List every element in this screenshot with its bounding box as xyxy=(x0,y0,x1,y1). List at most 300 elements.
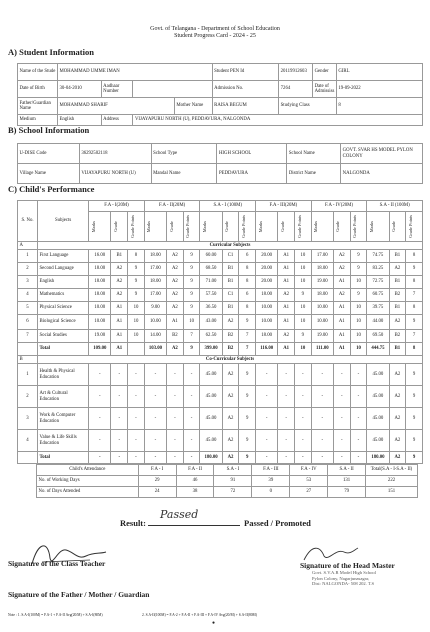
curricular-cell: 8 xyxy=(239,263,256,276)
cocurricular-cell: - xyxy=(111,430,128,452)
row-sno xyxy=(18,452,38,464)
row-sno: 2 xyxy=(18,263,38,276)
cocurricular-cell: - xyxy=(89,408,111,430)
attendance-table xyxy=(36,464,418,498)
sub-header-cell xyxy=(200,212,222,242)
curricular-cell: 8 xyxy=(406,250,423,263)
curricular-cell: 10.00 xyxy=(256,302,278,315)
curricular-cell: 10 xyxy=(350,302,367,315)
result-value: Passed / Promoted xyxy=(244,518,311,528)
curricular-cell: 9 xyxy=(350,263,367,276)
cocurricular-cell: - xyxy=(256,386,278,408)
cocurricular-cell: A2 xyxy=(389,452,406,464)
sub-header-1-3: Grade Points xyxy=(129,215,135,238)
curricular-cell: 10 xyxy=(128,302,145,315)
row-subject: Total xyxy=(38,343,89,356)
cocurricular-cell: 9 xyxy=(239,430,256,452)
cocurricular-cell: 9 xyxy=(406,386,423,408)
sub-header-cell xyxy=(295,212,312,242)
curricular-cell: B1 xyxy=(222,302,239,315)
mandal-label: Mandal Name xyxy=(151,164,217,184)
curricular-cell: 109.00 xyxy=(89,343,111,356)
sub-header-3-2: Grade xyxy=(224,221,230,232)
mother-value: RAISA BEGUM xyxy=(212,98,278,115)
curricular-cell: 8 xyxy=(239,276,256,289)
curricular-cell: 68.50 xyxy=(200,263,222,276)
cocurricular-cell: - xyxy=(278,386,295,408)
section-performance-title: C) Child's Performance xyxy=(8,184,95,194)
curricular-cell: 19.00 xyxy=(311,276,333,289)
curricular-cell: 10 xyxy=(295,302,312,315)
sub-header-cell xyxy=(406,212,423,242)
cocurricular-cell: - xyxy=(350,430,367,452)
curricular-cell: 10.00 xyxy=(89,302,111,315)
curricular-cell: 8 xyxy=(128,250,145,263)
curricular-cell: 19.00 xyxy=(89,330,111,343)
curricular-cell: 7 xyxy=(183,330,200,343)
cocurricular-cell: 45.00 xyxy=(367,408,389,430)
curricular-cell: B1 xyxy=(222,276,239,289)
curricular-cell: A1 xyxy=(167,315,184,330)
cocurricular-cell: - xyxy=(311,430,333,452)
cocurricular-cell: - xyxy=(183,364,200,386)
curricular-cell: 10 xyxy=(295,276,312,289)
section-title: Curricular Subjects xyxy=(38,242,423,250)
footer-mark: ● xyxy=(212,621,216,626)
sub-header-2-3: Grade Points xyxy=(185,215,191,238)
district-label: District Name xyxy=(287,164,341,184)
row-subject: Social Studies xyxy=(38,330,89,343)
cocurricular-cell: 9 xyxy=(239,364,256,386)
stamp-line-2: Govt. S.V.A.R Model High School xyxy=(312,570,376,575)
curricular-cell: 18.00 xyxy=(144,276,166,289)
cocurricular-cell: - xyxy=(295,386,312,408)
cocurricular-cell: - xyxy=(333,386,350,408)
cocurricular-cell: - xyxy=(295,408,312,430)
curricular-cell: 18.00 xyxy=(311,263,333,276)
cocurricular-cell: 9 xyxy=(406,364,423,386)
sub-header-cell xyxy=(350,212,367,242)
curricular-cell: 10 xyxy=(128,315,145,330)
medium-label: Medium xyxy=(18,115,58,126)
sub-header-4-1: Marks xyxy=(257,220,263,233)
curricular-cell: 10.00 xyxy=(311,315,333,330)
curricular-cell: A2 xyxy=(333,289,350,302)
row-sno: 2 xyxy=(18,386,38,408)
curricular-cell: A1 xyxy=(111,330,128,343)
cocurricular-cell: 9 xyxy=(406,452,423,464)
cocurricular-cell: - xyxy=(167,408,184,430)
attendance-value: 24 xyxy=(138,487,176,498)
cocurricular-cell: - xyxy=(183,386,200,408)
student-name: MOHAMMAD UMME IMAN xyxy=(57,64,212,81)
attendance-value: 79 xyxy=(328,487,366,498)
curricular-cell: 9 xyxy=(183,250,200,263)
table-row xyxy=(18,364,423,386)
table-row xyxy=(18,343,423,356)
sub-header-cell xyxy=(89,212,111,242)
performance-table xyxy=(17,200,423,464)
curricular-section-row xyxy=(18,242,423,250)
curricular-cell: A1 xyxy=(333,343,350,356)
sub-header-4-3: Grade Points xyxy=(296,215,302,238)
curricular-cell: 444.75 xyxy=(367,343,389,356)
village-value: VIJAYAPURU NORTH (U) xyxy=(79,164,151,184)
cocurricular-cell: - xyxy=(278,364,295,386)
curricular-cell: 14.00 xyxy=(144,330,166,343)
table-row xyxy=(18,276,423,289)
curricular-cell: 6 xyxy=(239,289,256,302)
medium-value: English xyxy=(57,115,101,126)
sub-header-cell xyxy=(183,212,200,242)
curricular-cell: A2 xyxy=(111,263,128,276)
curricular-cell: B1 xyxy=(389,276,406,289)
curricular-cell: 8 xyxy=(406,343,423,356)
cocurricular-cell: A2 xyxy=(389,386,406,408)
cocurricular-cell: A2 xyxy=(222,430,239,452)
school-type-label: School Type xyxy=(151,144,217,164)
cocurricular-cell: - xyxy=(333,408,350,430)
curricular-cell: A2 xyxy=(222,315,239,330)
curricular-cell: 10.00 xyxy=(89,315,111,330)
curricular-cell: 18.00 xyxy=(89,263,111,276)
dob-value: 30-04-2010 xyxy=(57,81,101,98)
curricular-cell: A2 xyxy=(167,302,184,315)
cocurricular-cell: A2 xyxy=(389,364,406,386)
sub-header-5-1: Marks xyxy=(313,220,319,233)
address-value: VIJAYAPURU NORTH (U), PEDDAVURA, NALGONDA xyxy=(133,115,423,126)
footnote-right: 2. S.A-II(100M) = F.A-2 + F.A-II + F.A-III + F.A-IV Avg(20/M) + S.A-II(80M) xyxy=(142,613,257,617)
row-sno: 1 xyxy=(18,364,38,386)
aadhaar-label: Aadhaar Number xyxy=(101,81,133,98)
attendance-col-4: F.A - III xyxy=(252,465,290,476)
curricular-cell: 18.00 xyxy=(144,250,166,263)
cocurricular-cell: A2 xyxy=(389,408,406,430)
cocurricular-cell: - xyxy=(89,386,111,408)
cocurricular-cell: - xyxy=(167,430,184,452)
curricular-cell: 72.75 xyxy=(367,276,389,289)
curricular-cell: 17.00 xyxy=(144,263,166,276)
curricular-cell: 103.00 xyxy=(144,343,166,356)
curricular-cell: 10 xyxy=(183,315,200,330)
sub-header-1-2: Grade xyxy=(112,221,118,232)
curricular-cell: 9 xyxy=(183,289,200,302)
row-subject: Second Language xyxy=(38,263,89,276)
row-sno: 4 xyxy=(18,289,38,302)
curricular-cell: B1 xyxy=(222,263,239,276)
cocurricular-cell: 45.00 xyxy=(200,386,222,408)
sub-header-cell xyxy=(222,212,239,242)
cocurricular-cell: - xyxy=(256,408,278,430)
cocurricular-cell: - xyxy=(278,430,295,452)
cocurricular-cell: - xyxy=(183,452,200,464)
cocurricular-cell: 45.00 xyxy=(367,386,389,408)
attendance-col-6: S.A - II xyxy=(328,465,366,476)
curricular-cell: A2 xyxy=(389,263,406,276)
cocurricular-cell: - xyxy=(333,452,350,464)
curricular-cell: A1 xyxy=(278,250,295,263)
curricular-cell: A1 xyxy=(111,343,128,356)
class-label: Studying Class xyxy=(279,98,337,115)
curricular-cell: 71.00 xyxy=(200,276,222,289)
table-row xyxy=(18,408,423,430)
cocurricular-cell: 45.00 xyxy=(367,364,389,386)
name-label: Name of the Stude xyxy=(18,64,58,81)
head-master-signature-label: Signature of the Head Master xyxy=(300,561,395,570)
cocurricular-cell: 9 xyxy=(406,408,423,430)
curricular-cell: 8 xyxy=(406,276,423,289)
cocurricular-cell: - xyxy=(111,386,128,408)
table-row xyxy=(18,263,423,276)
attendance-col-7: Total(S.A - I-S.A - II) xyxy=(366,465,418,476)
cocurricular-cell: - xyxy=(128,452,145,464)
cocurricular-section-row xyxy=(18,356,423,364)
curricular-cell: A2 xyxy=(167,343,184,356)
result-label: Result: xyxy=(120,518,146,528)
curricular-cell: B2 xyxy=(222,330,239,343)
curricular-cell: A1 xyxy=(333,302,350,315)
curricular-cell: 9 xyxy=(128,276,145,289)
result-handwritten: Passed xyxy=(160,508,199,521)
curricular-cell: 16.00 xyxy=(89,250,111,263)
curricular-cell: 44.00 xyxy=(367,315,389,330)
row-sno: 5 xyxy=(18,302,38,315)
row-sno: 3 xyxy=(18,408,38,430)
cocurricular-cell: - xyxy=(111,408,128,430)
cocurricular-cell: - xyxy=(295,430,312,452)
curricular-cell: 62.50 xyxy=(200,330,222,343)
sub-header-cell xyxy=(389,212,406,242)
exam-header-2: F.A - II(20M) xyxy=(144,201,200,212)
cocurricular-cell: - xyxy=(311,364,333,386)
cocurricular-cell: A2 xyxy=(222,386,239,408)
sub-header-cell xyxy=(278,212,295,242)
curricular-cell: 9 xyxy=(406,263,423,276)
header-line-1: Govt. of Telangana - Department of School Education xyxy=(150,26,280,32)
sub-header-5-3: Grade Points xyxy=(352,215,358,238)
village-label: Village Name xyxy=(18,164,80,184)
attendance-value: 27 xyxy=(290,487,328,498)
table-row xyxy=(18,452,423,464)
section-letter: B xyxy=(18,356,38,364)
cocurricular-cell: - xyxy=(144,364,166,386)
curricular-cell: 7 xyxy=(406,289,423,302)
curricular-cell: 9 xyxy=(406,315,423,330)
curricular-cell: 111.00 xyxy=(311,343,333,356)
curricular-cell: 39.75 xyxy=(367,302,389,315)
curricular-cell: A1 xyxy=(278,276,295,289)
curricular-cell: 20.00 xyxy=(256,250,278,263)
cocurricular-cell: - xyxy=(167,386,184,408)
cocurricular-cell: - xyxy=(167,364,184,386)
curricular-cell: 7 xyxy=(239,330,256,343)
table-row xyxy=(18,289,423,302)
sub-header-cell xyxy=(144,212,166,242)
row-subject: Mathematics xyxy=(38,289,89,302)
attendance-value: 91 xyxy=(214,476,252,487)
cocurricular-cell: A2 xyxy=(389,430,406,452)
cocurricular-cell: - xyxy=(89,452,111,464)
sub-header-cell xyxy=(256,212,278,242)
cocurricular-cell: 45.00 xyxy=(200,430,222,452)
curricular-cell: A2 xyxy=(333,250,350,263)
attendance-value: 38 xyxy=(176,487,214,498)
curricular-cell: B1 xyxy=(389,343,406,356)
curricular-cell: 9 xyxy=(350,289,367,302)
attendance-row-label: No. of Working Days xyxy=(37,476,139,487)
sub-header-cell xyxy=(111,212,128,242)
curricular-cell: 10 xyxy=(295,343,312,356)
exam-header-5: F.A - IV(20M) xyxy=(311,201,367,212)
mandal-value: PEDDAVURA xyxy=(217,164,287,184)
cocurricular-cell: A2 xyxy=(222,452,239,464)
section-student-title: A) Student Information xyxy=(8,47,94,57)
row-subject: Art & Cultural Education xyxy=(38,386,89,408)
row-sno: 4 xyxy=(18,430,38,452)
curricular-cell: 9 xyxy=(295,330,312,343)
row-sno: 7 xyxy=(18,330,38,343)
row-sno: 6 xyxy=(18,315,38,330)
exam-header-6: S.A - II (100M) xyxy=(367,201,423,212)
cocurricular-cell: - xyxy=(89,364,111,386)
section-letter: A xyxy=(18,242,38,250)
curricular-cell: A2 xyxy=(278,330,295,343)
district-value: NALGONDA xyxy=(341,164,423,184)
cocurricular-cell: 9 xyxy=(239,386,256,408)
cocurricular-cell: - xyxy=(111,364,128,386)
attendance-value: 72 xyxy=(214,487,252,498)
curricular-cell: B1 xyxy=(389,302,406,315)
row-subject: Total xyxy=(38,452,89,464)
curricular-cell: 9 xyxy=(183,343,200,356)
curricular-cell: 10.00 xyxy=(256,315,278,330)
curricular-cell: 20.00 xyxy=(256,263,278,276)
doa-value: 19-09-2022 xyxy=(336,81,422,98)
curricular-cell: C1 xyxy=(222,289,239,302)
row-sno: 1 xyxy=(18,250,38,263)
curricular-cell: A1 xyxy=(333,276,350,289)
subjects-header: Subjects xyxy=(38,201,89,242)
curricular-cell: 8 xyxy=(239,302,256,315)
curricular-cell: 60.75 xyxy=(367,289,389,302)
curricular-cell: C1 xyxy=(222,250,239,263)
curricular-cell: A1 xyxy=(111,315,128,330)
cocurricular-cell: 180.00 xyxy=(367,452,389,464)
cocurricular-cell: 45.00 xyxy=(200,408,222,430)
row-sno xyxy=(18,343,38,356)
cocurricular-cell: - xyxy=(350,364,367,386)
footnote-left: Note : 1. S.A-I(100M) = F.A-1 + F.A-II Avg(20/M) + S.A-I(80M) xyxy=(8,613,103,617)
curricular-cell: A2 xyxy=(333,263,350,276)
curricular-cell: 10 xyxy=(295,250,312,263)
curricular-cell: 9 xyxy=(128,289,145,302)
gender-value: GIRL xyxy=(336,64,422,81)
attendance-value: 39 xyxy=(252,476,290,487)
sub-header-cell xyxy=(239,212,256,242)
curricular-cell: 18.00 xyxy=(311,289,333,302)
row-subject: English xyxy=(38,276,89,289)
cocurricular-cell: - xyxy=(128,386,145,408)
curricular-cell: 83.25 xyxy=(367,263,389,276)
table-row xyxy=(18,250,423,263)
attendance-value: 53 xyxy=(290,476,328,487)
sub-header-cell xyxy=(128,212,145,242)
curricular-cell: B2 xyxy=(389,330,406,343)
attendance-row xyxy=(37,487,418,498)
exam-header-3: S.A - I (100M) xyxy=(200,201,256,212)
curricular-cell: 20.00 xyxy=(256,276,278,289)
curricular-cell: 17.00 xyxy=(144,289,166,302)
cocurricular-cell: - xyxy=(311,408,333,430)
stamp-line-3: Pylon Colony, Nagarjunasagar, xyxy=(312,575,370,581)
curricular-cell: B2 xyxy=(222,343,239,356)
mother-label: Mother Name xyxy=(174,98,212,115)
curricular-cell: 74.75 xyxy=(367,250,389,263)
sub-header-1-1: Marks xyxy=(90,220,96,233)
sub-header-cell xyxy=(367,212,389,242)
curricular-cell: 17.00 xyxy=(311,250,333,263)
curricular-cell: A2 xyxy=(111,289,128,302)
curricular-cell: 9.00 xyxy=(144,302,166,315)
curricular-cell: A1 xyxy=(111,302,128,315)
table-row xyxy=(18,430,423,452)
curricular-cell: 9 xyxy=(183,302,200,315)
curricular-cell: A1 xyxy=(278,315,295,330)
attendance-col-3: S.A - I xyxy=(214,465,252,476)
curricular-cell: B1 xyxy=(389,250,406,263)
curricular-cell: 10.00 xyxy=(144,315,166,330)
school-type-value: HIGH SCHOOL xyxy=(217,144,287,164)
curricular-cell: B1 xyxy=(111,250,128,263)
pen-value: 20119912603 xyxy=(279,64,313,81)
curricular-cell: 8 xyxy=(406,302,423,315)
sub-header-5-2: Grade xyxy=(335,221,341,232)
curricular-cell: 18.00 xyxy=(256,330,278,343)
curricular-cell: 10 xyxy=(295,315,312,330)
exam-header-1: F.A - I(20M) xyxy=(89,201,145,212)
cocurricular-cell: - xyxy=(128,408,145,430)
section-school-title: B) School Information xyxy=(8,125,90,135)
cocurricular-cell: 9 xyxy=(406,430,423,452)
header-line-2: Student Progress Card - 2024 - 25 xyxy=(174,33,256,39)
row-subject: Value & Life Skills Education xyxy=(38,430,89,452)
table-row xyxy=(18,302,423,315)
curricular-cell: A2 xyxy=(278,289,295,302)
exam-header-4: F.A - III(20M) xyxy=(256,201,312,212)
school-name-label: School Name xyxy=(287,144,341,164)
sub-header-3-3: Grade Points xyxy=(240,215,246,238)
sub-header-cell xyxy=(167,212,184,242)
row-subject: Physical Science xyxy=(38,302,89,315)
curricular-cell: A1 xyxy=(333,315,350,330)
aadhaar-value xyxy=(133,81,212,98)
stamp-line-4: Dist: NALGONDA- 508 202. T.S xyxy=(312,581,375,587)
cocurricular-cell: - xyxy=(256,430,278,452)
cocurricular-cell: - xyxy=(111,452,128,464)
curricular-cell: 10.00 xyxy=(311,302,333,315)
curricular-cell: A2 xyxy=(111,276,128,289)
pen-label: Student PEN Id xyxy=(212,64,278,81)
attendance-value: 131 xyxy=(328,476,366,487)
cocurricular-cell: - xyxy=(333,364,350,386)
cocurricular-cell: - xyxy=(350,452,367,464)
cocurricular-cell: - xyxy=(144,430,166,452)
sno-header: S. No. xyxy=(18,201,38,242)
sub-header-3-1: Marks xyxy=(201,220,207,233)
cocurricular-cell: - xyxy=(278,452,295,464)
cocurricular-cell: - xyxy=(256,452,278,464)
cocurricular-cell: - xyxy=(311,386,333,408)
